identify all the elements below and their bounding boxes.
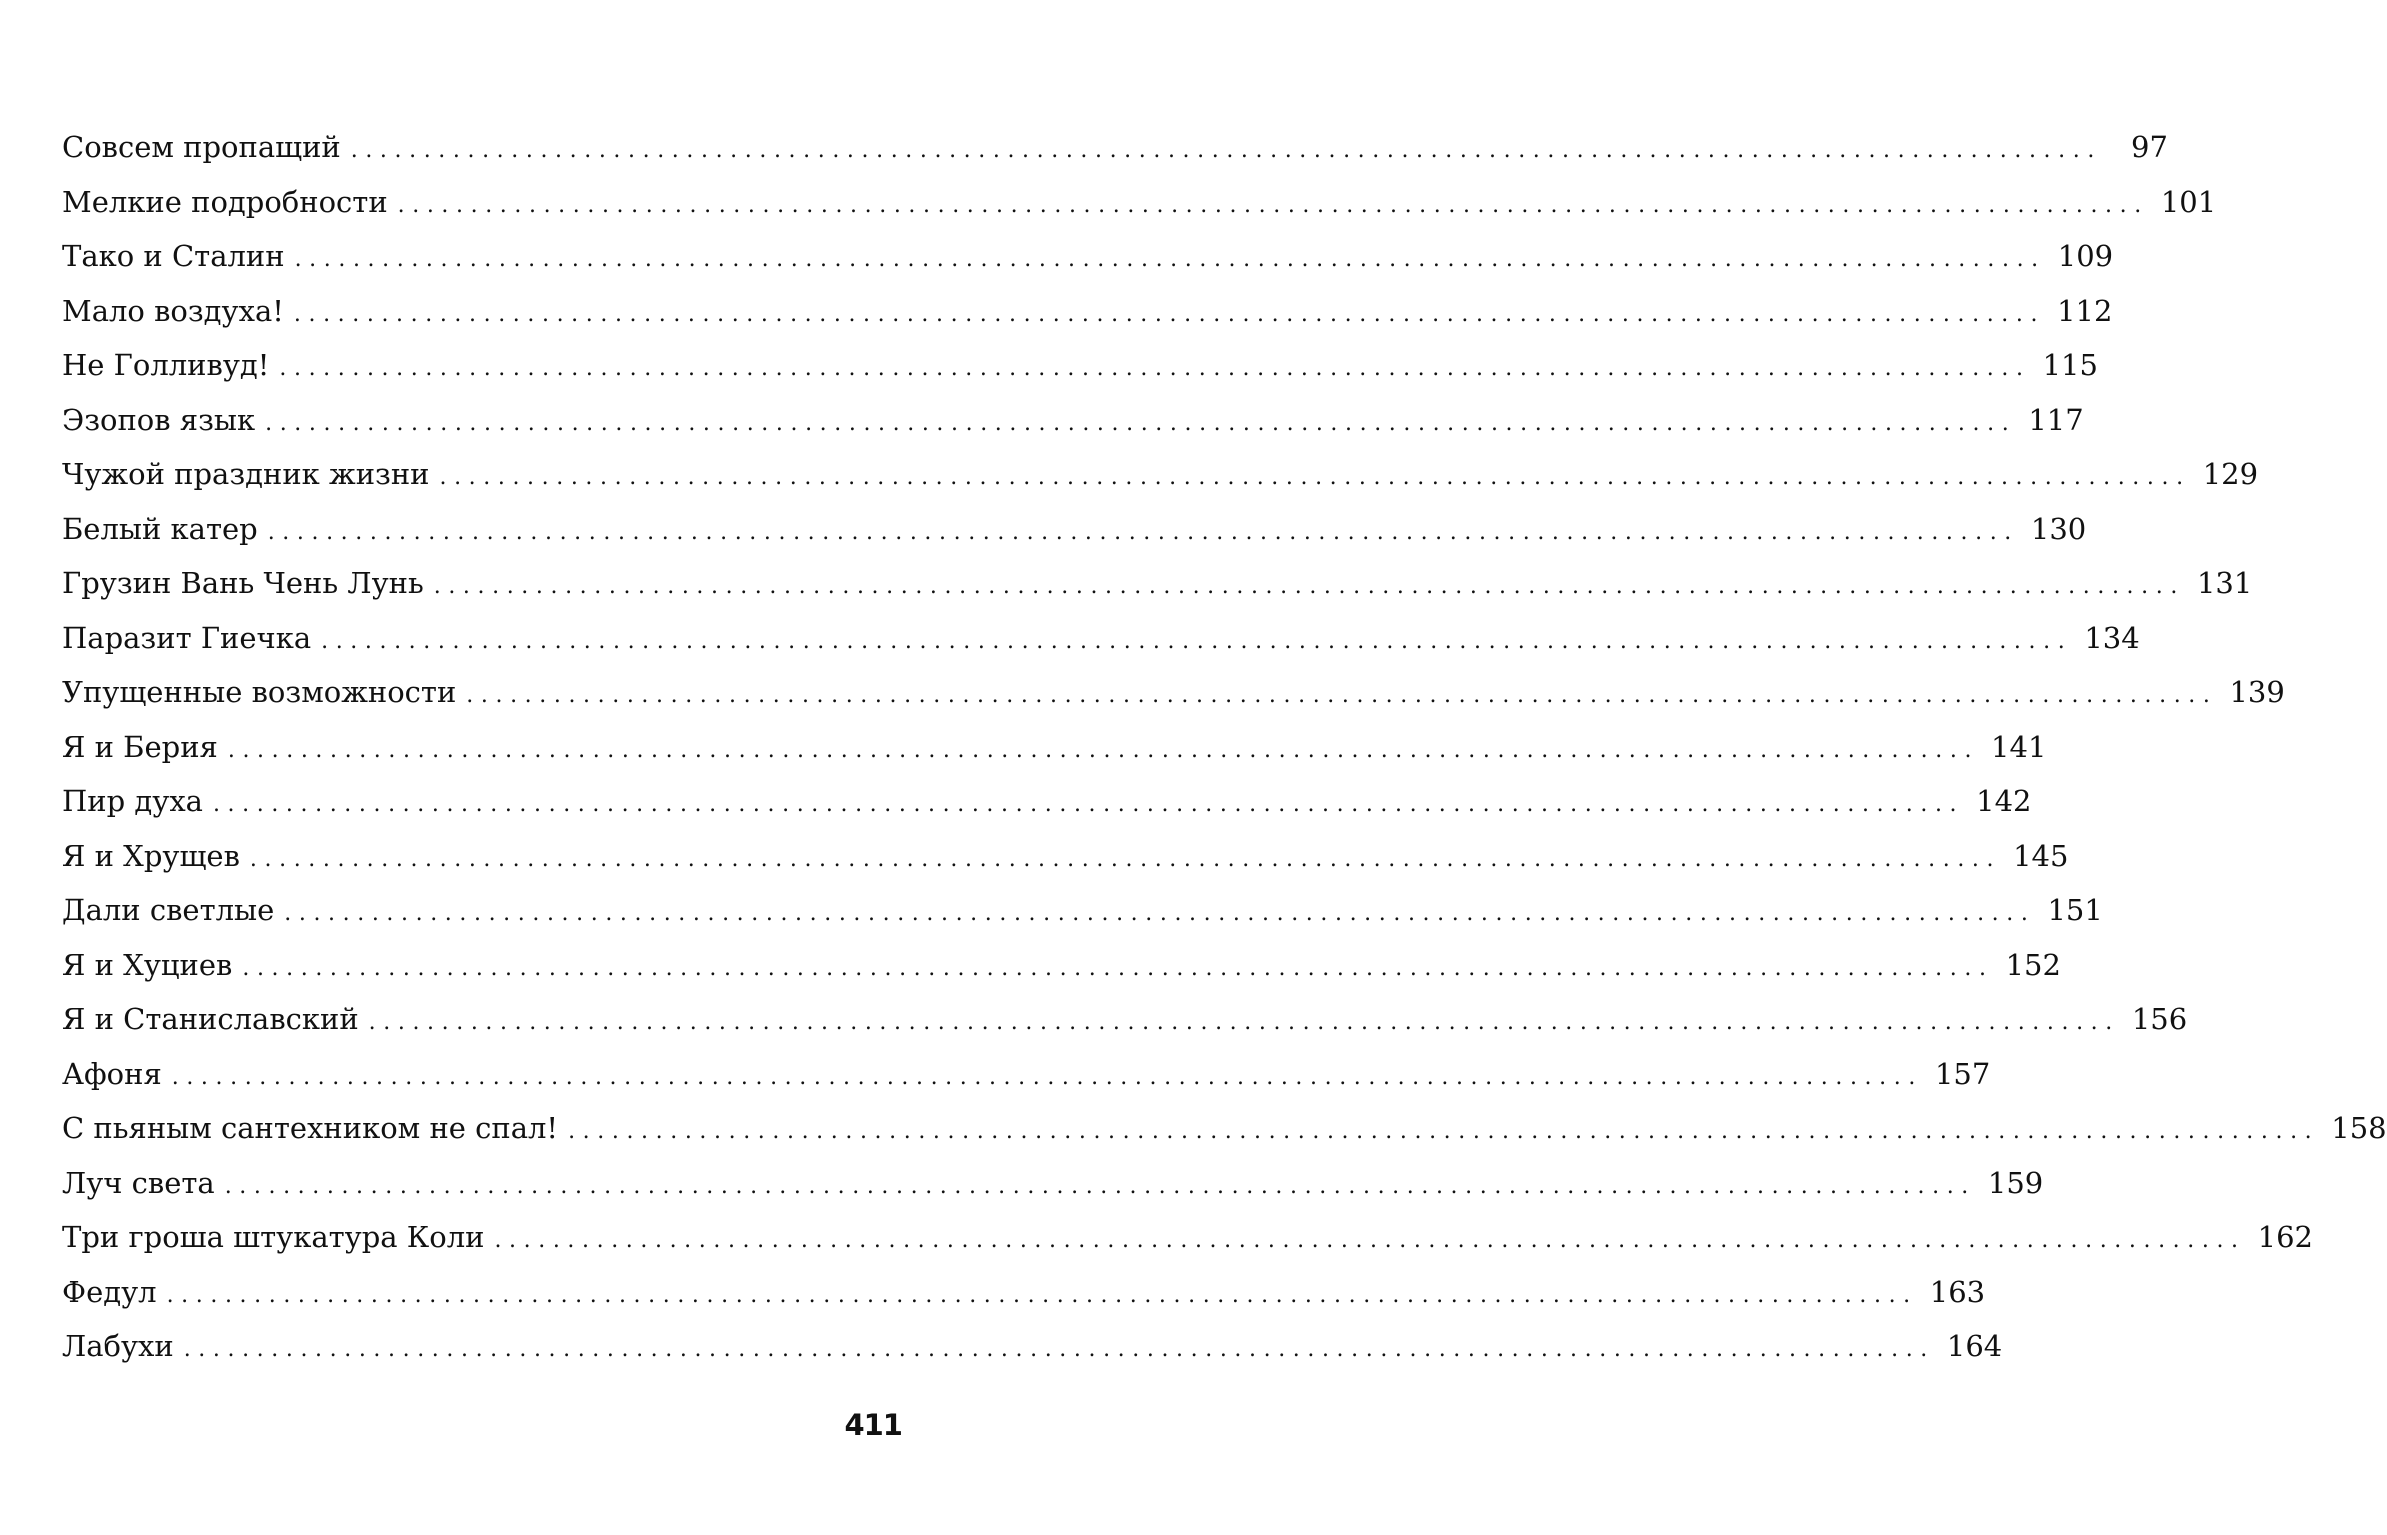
table-of-contents [62,120,2387,1374]
toc-entry-page: 117 [2028,402,2084,437]
toc-entry-title: Федул [62,1274,157,1309]
toc-entry [62,883,2103,938]
toc-entry [62,175,2217,230]
toc-entry [62,1047,1991,1102]
dot-leader: ........................................................................................................................ [227,737,1980,763]
toc-entry [62,938,2061,993]
toc-entry [62,1101,2387,1156]
toc-entry-page: 134 [2084,620,2140,655]
dot-leader: ........................................................................................................................ [265,410,2017,436]
page-number: 411 [844,1408,902,1442]
toc-entry [62,120,2168,175]
toc-entry [62,829,2069,884]
toc-entry [62,229,2114,284]
toc-entry [62,447,2259,502]
toc-entry-page: 130 [2030,511,2087,546]
toc-entry-page: 141 [1991,729,2047,764]
toc-entry-page: 158 [2331,1111,2387,1145]
toc-entry-title: Дали светлые [62,893,275,927]
dot-leader: ........................................................................................................................ [439,465,2191,490]
toc-entry-page: 109 [2057,239,2114,273]
toc-entry-title: Не Голливуд! [62,348,270,382]
toc-entry [62,720,2047,775]
toc-entry-page: 139 [2229,675,2285,709]
toc-entry-title: Афоня [62,1056,162,1091]
toc-entry-page: 112 [2057,293,2113,328]
toc-entry [62,992,2188,1047]
toc-entry-title: С пьяным сантехником не спал! [62,1111,559,1145]
dot-leader: ........................................................................................................................ [568,1119,2320,1144]
toc-entry-page: 163 [1929,1274,1986,1309]
dot-leader: ........................................................................................................................ [171,1064,1923,1090]
dot-leader: ........................................................................................................................ [368,1010,2120,1035]
toc-entry-title: Упущенные возможности [62,675,457,709]
dot-leader: ........................................................................................................................ [212,792,1965,817]
toc-entry-page: 131 [2196,566,2253,600]
toc-entry-title: Я и Берия [62,729,218,764]
dot-leader: ........................................................................................................................ [242,955,1994,981]
dot-leader: ........................................................................................................................ [433,574,2185,599]
toc-entry-page: 157 [1934,1056,1991,1091]
dot-leader: ........................................................................................................................ [279,356,2031,381]
dot-leader: ........................................................................................................................ [494,1228,2246,1253]
toc-entry-page: 152 [2005,947,2061,982]
toc-entry-page: 164 [1946,1329,2003,1363]
toc-entry-page: 115 [2042,348,2098,382]
toc-entry-page: 162 [2257,1220,2314,1254]
toc-entry-title: Чужой праздник жизни [62,457,430,491]
toc-entry [62,665,2285,720]
toc-entry-title: Совсем пропащий [62,130,341,164]
dot-leader: ........................................................................................................................ [397,192,2149,218]
toc-entry-title: Тако и Сталин [62,239,285,273]
toc-entry-title: Эзопов язык [62,402,256,437]
dot-leader: ........................................................................................................................ [294,247,2046,272]
toc-entry [62,1210,2314,1265]
toc-entry [62,774,2032,829]
dot-leader: ........................................................................................................................ [224,1173,1976,1199]
toc-entry-page: 97 [2131,130,2168,164]
dot-leader: ........................................................................................................................ [350,138,2102,163]
toc-entry-title: Пир духа [62,784,203,818]
toc-entry-title: Я и Хуциев [62,947,233,982]
toc-entry [62,338,2098,393]
toc-entry [62,1156,2044,1211]
toc-entry-title: Я и Станиславский [62,1002,359,1036]
toc-entry-page: 156 [2131,1002,2188,1036]
toc-entry-page: 145 [2013,838,2069,873]
toc-entry-page: 101 [2160,184,2217,219]
toc-entry [62,611,2140,666]
dot-leader: ........................................................................................................................ [293,301,2046,327]
dot-leader: ........................................................................................................................ [321,628,2073,654]
toc-entry-page: 151 [2047,893,2103,927]
toc-entry [62,502,2087,557]
dot-leader: ........................................................................................................................ [249,846,2002,872]
toc-entry [62,1265,1986,1320]
dot-leader: ........................................................................................................................ [166,1282,1918,1308]
dot-leader: ........................................................................................................................ [267,519,2019,545]
toc-entry-title: Грузин Вань Чень Лунь [62,566,424,600]
toc-entry-title: Луч света [62,1165,215,1200]
toc-entry-title: Белый катер [62,511,258,546]
toc-entry-title: Три гроша штукатура Коли [62,1220,485,1254]
toc-entry [62,556,2253,611]
dot-leader: ........................................................................................................................ [466,683,2218,708]
toc-entry-title: Лабухи [62,1329,174,1363]
toc-entry-title: Паразит Гиечка [62,620,312,655]
toc-entry-title: Мало воздуха! [62,293,284,328]
dot-leader: ........................................................................................................................ [284,901,2036,926]
toc-entry-page: 159 [1987,1165,2044,1200]
toc-entry-title: Я и Хрущев [62,838,240,873]
dot-leader: ........................................................................................................................ [183,1337,1935,1362]
toc-entry-page: 129 [2202,457,2259,491]
toc-entry-title: Мелкие подробности [62,184,388,219]
toc-entry [62,1319,2003,1374]
toc-entry [62,393,2084,448]
toc-entry-page: 142 [1976,784,2032,818]
toc-entry [62,284,2113,339]
